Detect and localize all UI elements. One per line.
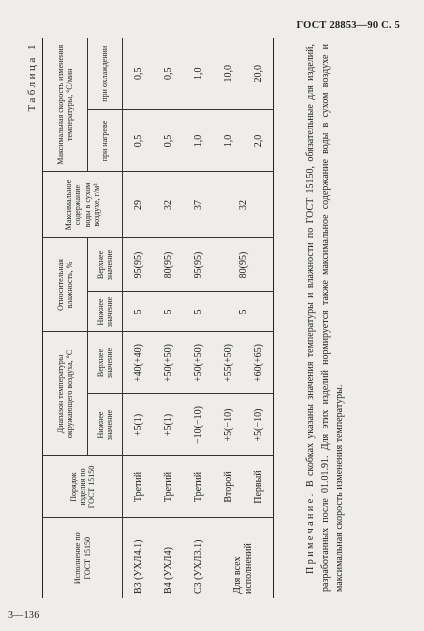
cell-temp-upper: +50(+50): [183, 332, 213, 394]
cell-temp-upper: +40(+40): [123, 332, 154, 394]
cell-rate-cool: 10,0: [213, 38, 243, 110]
cell-hum-upper: 80(95): [153, 238, 183, 292]
header-air-temp: Диапазон температуры окружающего воздуха, °С: [43, 332, 88, 456]
cell-hum-upper: 95(95): [123, 238, 154, 292]
cell-rate-heat: 0,5: [153, 110, 183, 172]
table-row: [213, 38, 243, 598]
header-max-rate: Максимальная скорость изменения температуры, °С/мин: [43, 38, 88, 172]
cell-execution-all: Для всех исполнений: [213, 518, 274, 598]
cell-temp-lower: +5(−10): [213, 394, 243, 456]
cell-rate-cool: 0,5: [153, 38, 183, 110]
cell-rate-cool: 20,0: [243, 38, 274, 110]
header-temp-lower: Нижнее значение: [88, 394, 123, 456]
header-humidity: Относительная влажность, %: [43, 238, 88, 332]
cell-hum-upper-all: 80(95): [213, 238, 274, 292]
cell-rate-heat: 1,0: [183, 110, 213, 172]
cell-order: Третий: [183, 456, 213, 518]
cell-hum-lower: 5: [123, 292, 154, 332]
header-hum-upper: Верхнее значение: [88, 238, 123, 292]
cell-max-water: 32: [153, 172, 183, 238]
cell-rate-heat: 0,5: [123, 110, 154, 172]
cell-max-water: 29: [123, 172, 154, 238]
header-hum-lower: Нижнее значение: [88, 292, 123, 332]
cell-order: Второй: [213, 456, 243, 518]
header-rate-cool: при охлаждении: [88, 38, 123, 110]
cell-hum-lower: 5: [183, 292, 213, 332]
cell-max-water: 37: [183, 172, 213, 238]
cell-hum-lower: 5: [153, 292, 183, 332]
cell-rate-heat: 1,0: [213, 110, 243, 172]
cell-max-water-all: 32: [213, 172, 274, 238]
page-footer: 3—136: [8, 610, 40, 621]
environment-table: [42, 38, 274, 598]
cell-temp-lower: +5(1): [123, 394, 154, 456]
header-temp-upper: Верхнее значение: [88, 332, 123, 394]
cell-temp-upper: +55(+50): [213, 332, 243, 394]
page-header: ГОСТ 28853—90 С. 5: [296, 20, 400, 31]
table-row: [183, 38, 213, 598]
header-max-water: Максимальное содержание воды в сухом воздухе, г/м³: [43, 172, 123, 238]
cell-order: Третий: [153, 456, 183, 518]
cell-order: Первый: [243, 456, 274, 518]
cell-temp-upper: +50(+50): [153, 332, 183, 394]
cell-order: Третий: [123, 456, 154, 518]
cell-hum-lower-all: 5: [213, 292, 274, 332]
cell-rate-cool: 0,5: [123, 38, 154, 110]
table-note: [304, 44, 348, 592]
cell-temp-lower: −10(−10): [183, 394, 213, 456]
header-execution: Исполнение по ГОСТ 15150: [43, 518, 123, 598]
cell-execution: В3 (УХЛ4.1): [123, 518, 154, 598]
table-row: [123, 38, 154, 598]
table-caption: Таблица 1: [26, 42, 38, 112]
cell-execution: В4 (УХЛ4): [153, 518, 183, 598]
cell-execution: С3 (УХЛ3.1): [183, 518, 213, 598]
cell-temp-lower: +5(1): [153, 394, 183, 456]
cell-temp-upper: +60(+65): [243, 332, 274, 394]
cell-temp-lower: +5(−10): [243, 394, 274, 456]
cell-rate-heat: 2,0: [243, 110, 274, 172]
table-row: [153, 38, 183, 598]
cell-rate-cool: 1,0: [183, 38, 213, 110]
note-label: Примечание.: [305, 491, 316, 574]
cell-hum-upper: 95(95): [183, 238, 213, 292]
header-rate-heat: при нагреве: [88, 110, 123, 172]
rotated-table-block: [22, 38, 382, 598]
header-order: Порядок изделия по ГОСТ 15150: [43, 456, 123, 518]
note-text: В скобках указаны значения температуры и влажности по ГОСТ 15150, обязательные для изделий, разработанных после 01.01.91. Для этих изделий нормируется также максимальное содержание воды в сухом воздухе и максимальная скорость изменения температуры.: [305, 44, 345, 592]
